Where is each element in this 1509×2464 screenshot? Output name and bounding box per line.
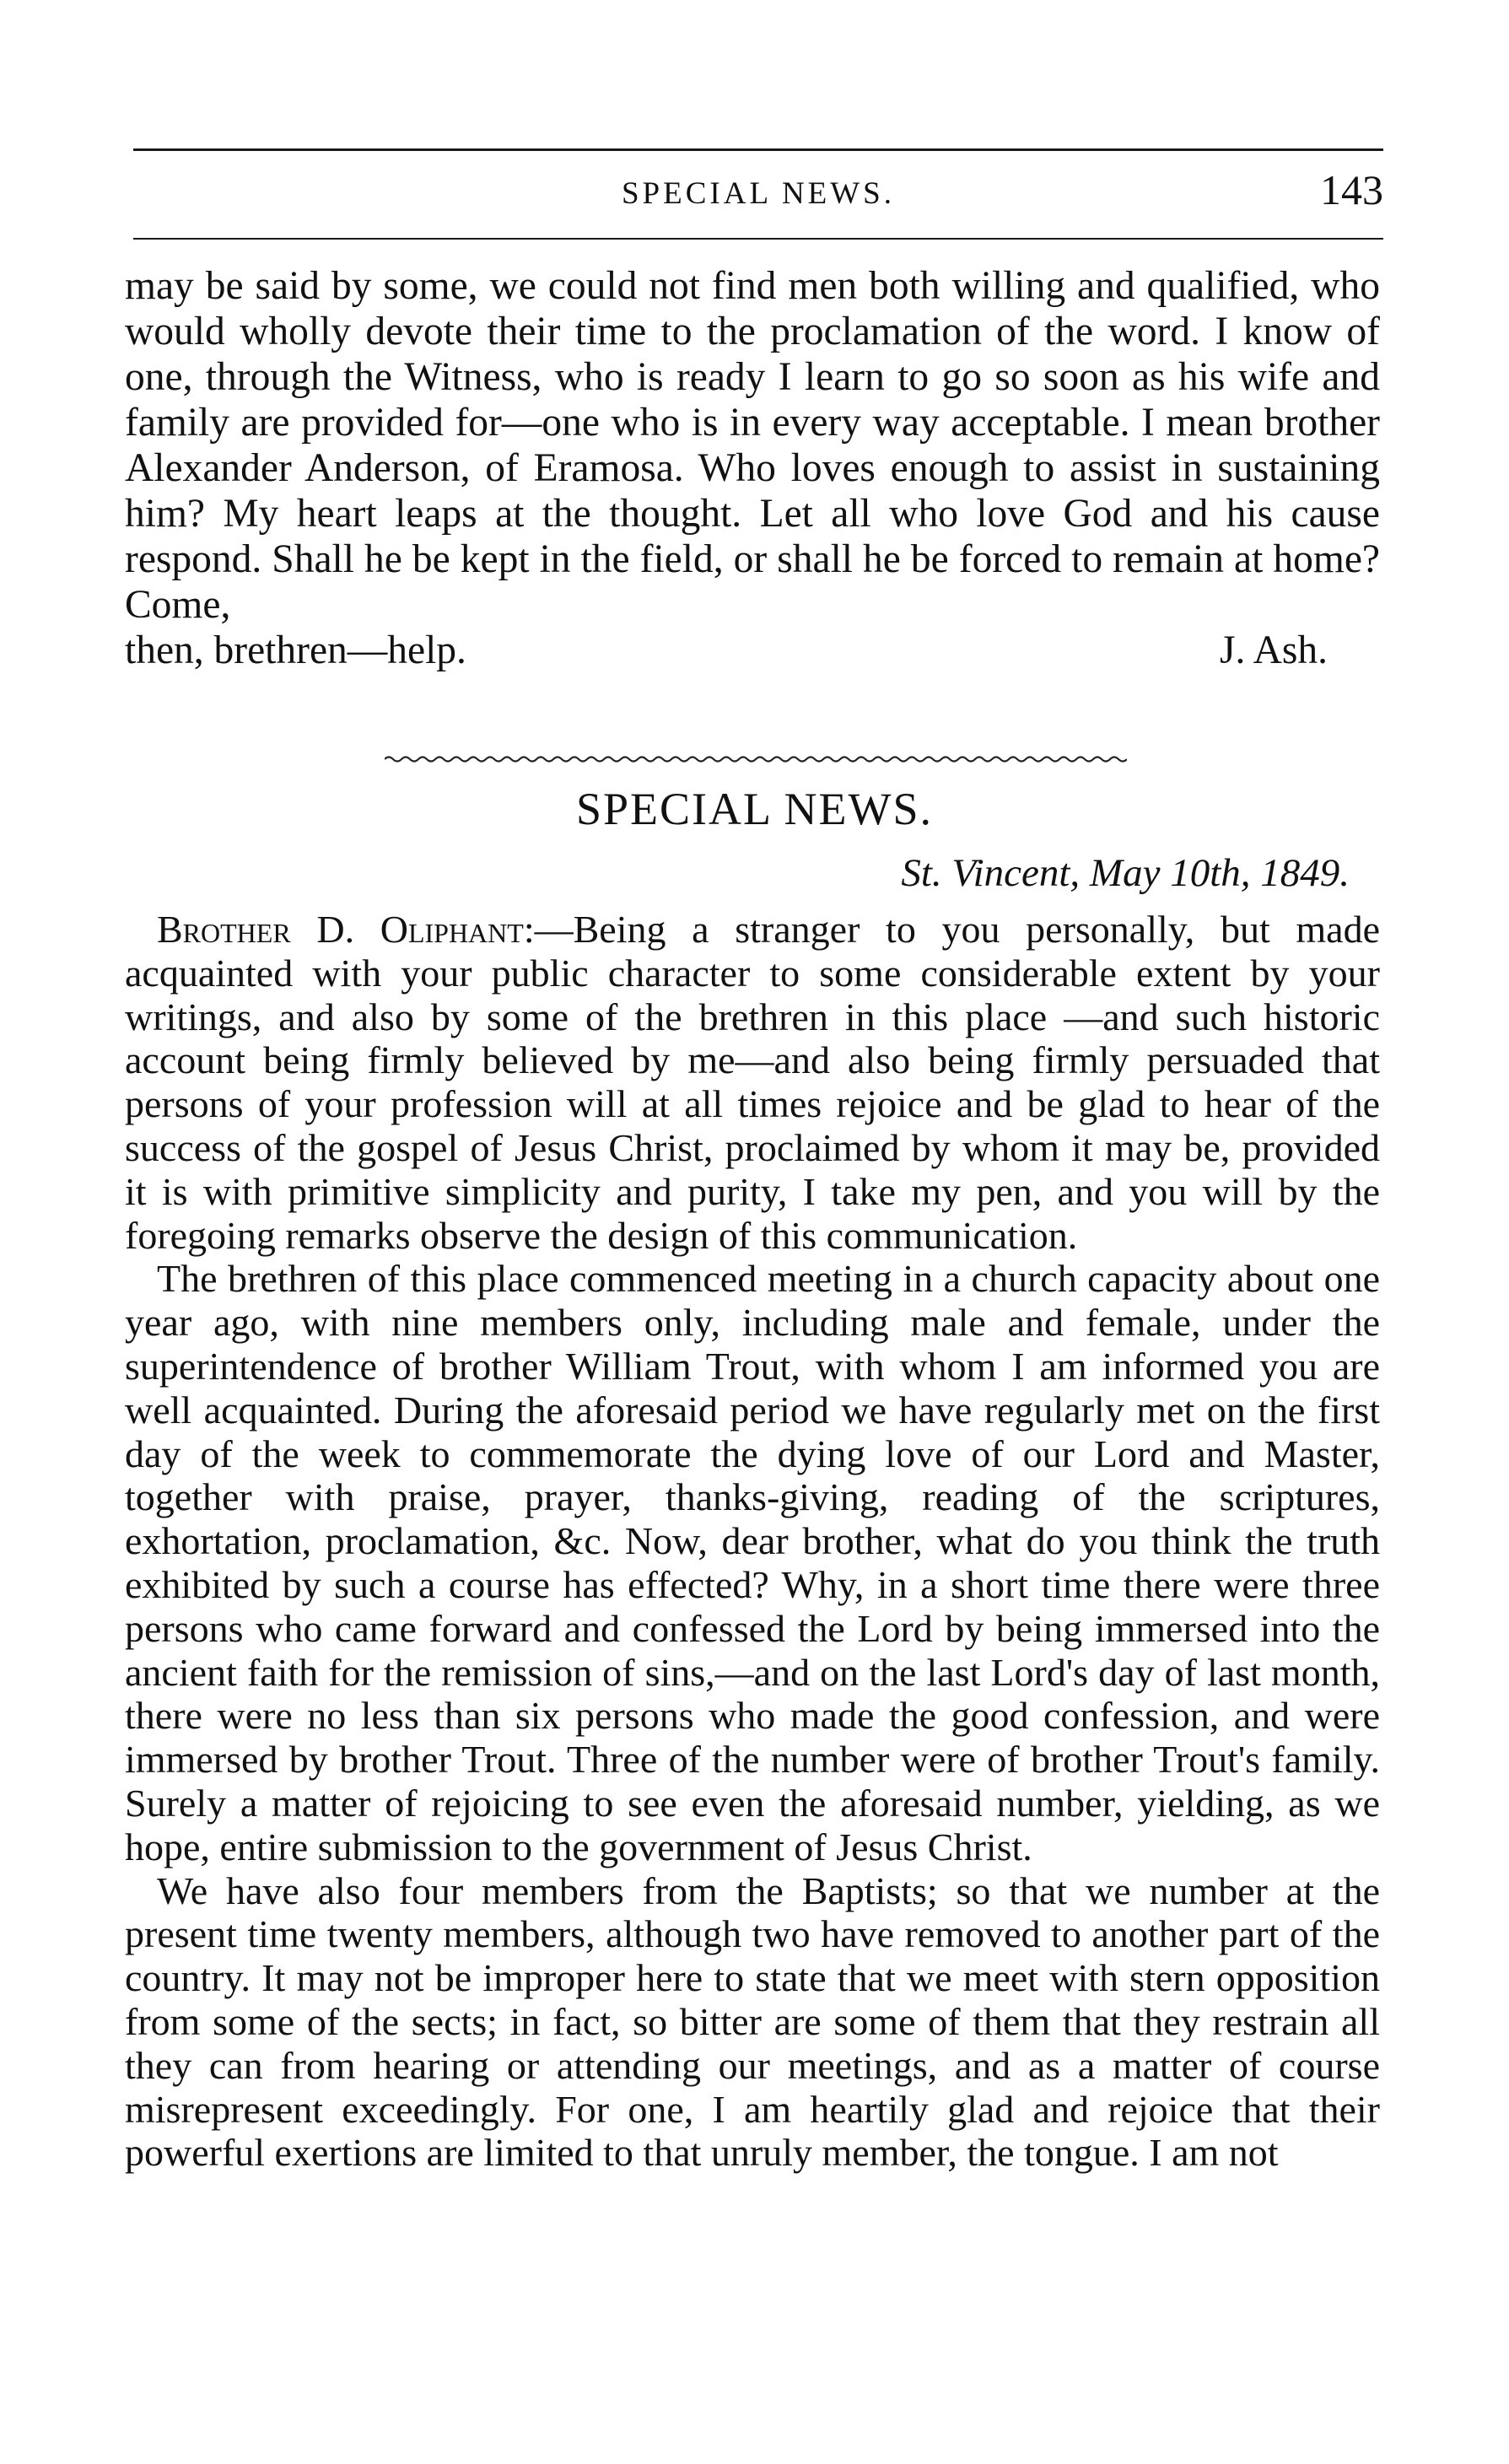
continued-letter-body: may be said by some, we could not find men both willing and qualified, who would wholly devote their time to the proclamation of the word. I know of one, through the Witness, who is ready I learn to go so soon as his wife and family are provided for—one who is in every way acceptable. I mean brother Alexander Anderson, of Eramosa. Who loves enough to assist in sustaining him? My heart leaps at the thought. Let all who love God and his cause respond. Shall he be kept in the field, or shall he be forced to remain at home? Come,	[125, 264, 1380, 627]
signature-line	[125, 628, 1380, 673]
letter-signature: J. Ash.	[1219, 628, 1328, 672]
continued-letter	[125, 263, 1380, 673]
article-body	[125, 908, 1380, 2175]
running-head	[133, 165, 1383, 224]
running-title: SPECIAL NEWS.	[621, 176, 896, 211]
paragraph-3: We have also four members from the Baptists; so that we number at the present time twenty members, although two have removed to another part of the country. It may not be improper here to state that we meet with stern opposition from some of the sects; in fact, so bitter are some of them that they restrain all they can from hearing or attending our meetings, and as a matter of course misrepresent exceedingly. For one, I am heartily glad and rejoice that their powerful exertions are limited to that unruly member, the tongue. I am not	[125, 1868, 1380, 2175]
page-number: 143	[1320, 166, 1383, 213]
paragraph-1-text: —Being a stranger to you personally, but made acquainted with your public character to some considerable extent by your writings, and also by some of the brethren in this place —and such historic account being firmly believed by me—and also being firmly persuaded that persons of your profession will at all times rejoice and be glad to hear of the success of the gospel of Jesus Christ, proclaimed by whom it may be, provided it is with primitive simplicity and purity, I take my pen, and you will by the foregoing remarks observe the design of this communication.	[125, 908, 1381, 1257]
header-bottom-rule	[133, 238, 1383, 240]
ornamental-divider	[385, 753, 1127, 765]
header-top-rule	[133, 148, 1383, 151]
letter-closing: then, brethren—help.	[125, 628, 466, 672]
salutation: Brother D. Oliphant:	[157, 908, 535, 951]
paragraph-1	[125, 908, 1380, 1257]
dateline: St. Vincent, May 10th, 1849.	[901, 851, 1350, 895]
article-title: SPECIAL NEWS.	[575, 784, 933, 834]
paragraph-2: The brethren of this place commenced meeting in a church capacity about one year ago, with nine members only, including male and female, under the superintendence of brother William Trout, with whom I am informed you are well acquainted. During the aforesaid period we have regularly met on the first day of the week to commemorate the dying love of our Lord and Master, together with praise, prayer, thanks-giving, reading of the scriptures, exhortation, proclamation, &c. Now, dear brother, what do you think the truth exhibited by such a course has effected? Why, in a short time there were three persons who came forward and confessed the Lord by being immersed into the ancient faith for the remission of sins,—and on the last Lord's day of last month, there were no less than six persons who made the good confession, and were immersed by brother Trout. Three of the number were of brother Trout's family. Surely a matter of rejoicing to see even the aforesaid number, yielding, as we hope, entire submission to the government of Jesus Christ.	[125, 1257, 1380, 1868]
